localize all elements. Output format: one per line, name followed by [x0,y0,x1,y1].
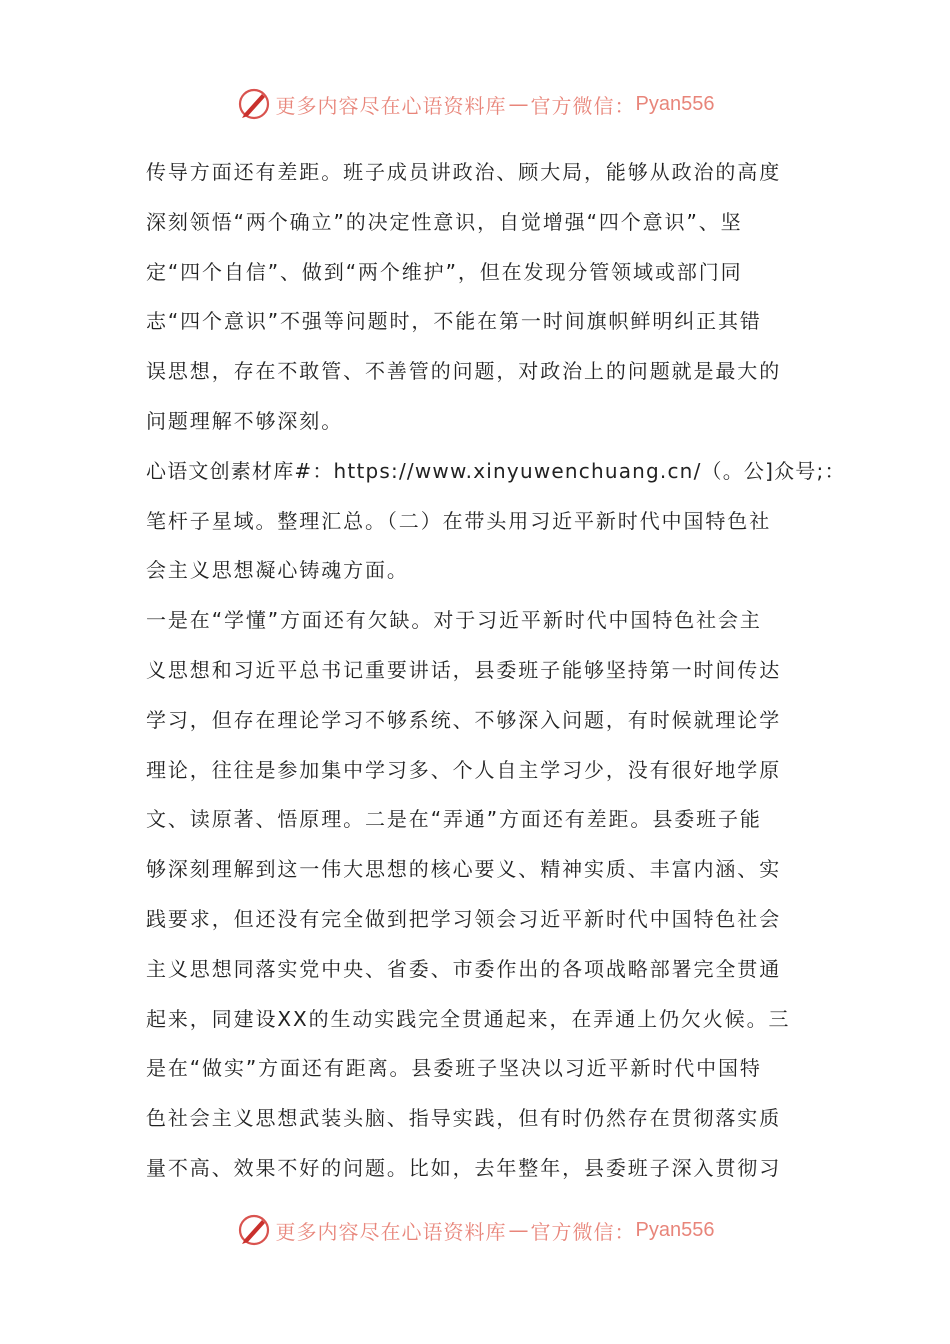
body-line: 问题理解不够深刻。 [146,408,344,433]
body-line: 主义思想同落实党中央、省委、市委作出的各项战略部署完全贯通 [146,956,782,981]
body-line: 量不高、效果不好的问题。比如，去年整年，县委班子深入贯彻习 [146,1155,782,1180]
body-line: 色社会主义思想武装头脑、指导实践，但有时仍然存在贯彻落实质 [146,1106,782,1131]
banner-text: 更多内容尽在心语资料库 [275,93,507,118]
banner-wechat-label: 官方微信： [530,1219,636,1244]
body-line: 文、读原著、悟原理。二是在“弄通”方面还有差距。县委班子能 [146,807,762,832]
banner-wechat-id: Pyan556 [635,1218,715,1241]
body-line: 是在“做实”方面还有距离。县委班子坚决以习近平新时代中国特 [146,1056,762,1081]
banner-separator: — [508,92,529,116]
body-line: 传导方面还有差距。班子成员讲政治、顾大局，能够从政治的高度 [146,160,782,184]
banner-wechat-label: 官方微信： [530,93,636,118]
body-line: 起来，同建设XX的生动实践完全贯通起来，在弄通上仍欠火候。三 [146,1006,791,1031]
header-banner [0,84,950,124]
body-line: 践要求，但还没有完全做到把学习领会习近平新时代中国特色社会 [146,906,782,931]
pen-circle-logo-icon [236,86,272,122]
body-line: 理论，往往是参加集中学习多、个人自主学习少，没有很好地学原 [146,757,782,782]
body-line: 够深刻理解到这一伟大思想的核心要义、精神实质、丰富内涵、实 [146,857,782,882]
banner-wechat-id: Pyan556 [635,92,715,115]
body-line: 学习，但存在理论学习不够系统、不够深入问题，有时候就理论学 [146,707,782,732]
body-line: 深刻领悟“两个确立”的决定性意识，自觉增强“四个意识”、坚 [146,209,743,234]
banner-separator: — [508,1218,529,1242]
footer-banner [0,1210,950,1250]
body-line: 一是在“学懂”方面还有欠缺。对于习近平新时代中国特色社会主 [146,608,762,633]
banner-text: 更多内容尽在心语资料库 [275,1219,507,1244]
body-line: 义思想和习近平总书记重要讲话，县委班子能够坚持第一时间传达 [146,657,782,682]
pen-circle-logo-icon [236,1212,272,1248]
document-body [146,148,846,1194]
body-line: 志“四个意识”不强等问题时，不能在第一时间旗帜鲜明纠正其错 [146,309,762,334]
body-line: 定“四个自信”、做到“两个维护”，但在发现分管领域或部门同 [146,259,743,284]
body-line-link: 心语文创素材库#：https://www.xinyuwenchuang.cn/（。公]众号;： [146,458,846,483]
body-line: 误思想，存在不敢管、不善管的问题，对政治上的问题就是最大的 [146,359,782,384]
body-line: 笔杆子星域。整理汇总。（二）在带头用习近平新时代中国特色社 [146,508,772,533]
body-line: 会主义思想凝心铸魂方面。 [146,558,409,583]
